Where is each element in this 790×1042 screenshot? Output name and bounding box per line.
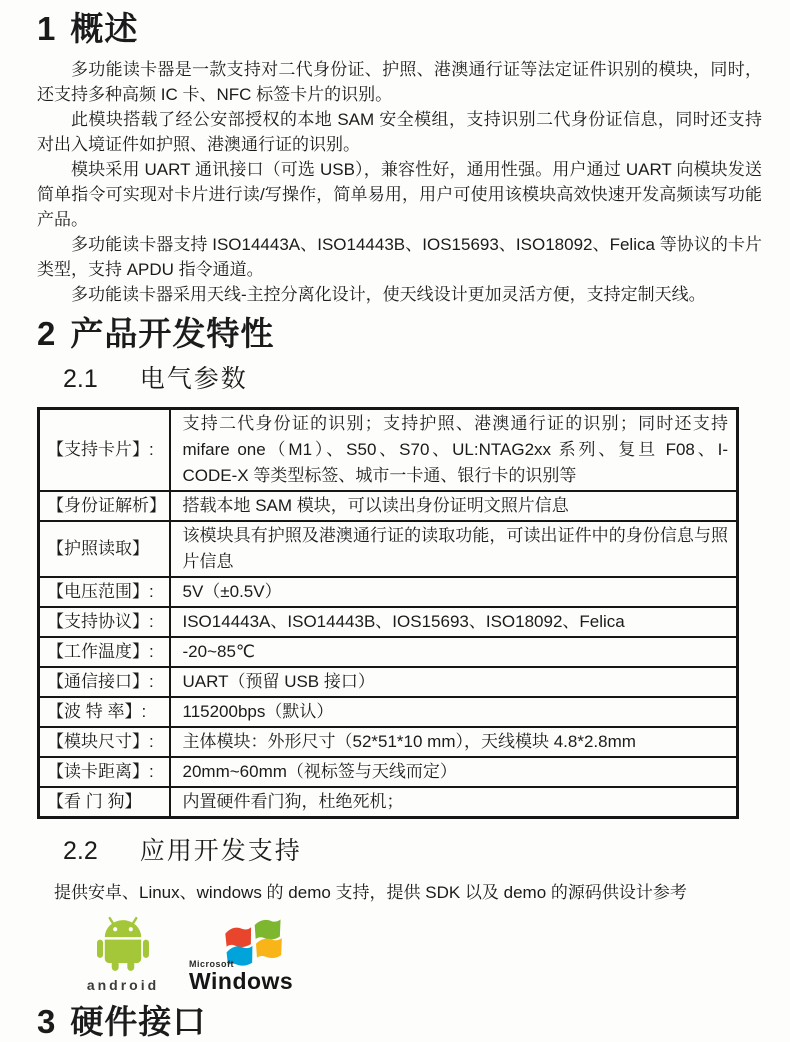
section-features-heading (37, 313, 762, 354)
table-row (39, 667, 738, 697)
intro-paragraph: 此模块搭载了经公安部授权的本地 SAM 安全模组，支持识别二代身份证信息，同时还支持对出入境证件如护照、港澳通行证的识别。 (37, 110, 762, 155)
param-value: 内置硬件看门狗，杜绝死机； (170, 787, 738, 818)
table-row (39, 757, 738, 787)
param-label: 【看 门 狗】 (39, 787, 170, 818)
subsection-electrical-heading (63, 363, 762, 396)
intro-paragraph: 多功能读卡器支持 ISO14443A、ISO14443B、IOS15693、ISO18092、Felica 等协议的卡片类型，支持 APDU 指令通道。 (37, 235, 762, 280)
table-row (39, 697, 738, 727)
intro-paragraph: 多功能读卡器是一款支持对二代身份证、护照、港澳通行证等法定证件识别的模块，同时，还支持多种高频 IC 卡、NFC 标签卡片的识别。 (37, 60, 762, 105)
appdev-support-text: 提供安卓、Linux、windows 的 demo 支持，提供 SDK 以及 demo 的源码供设计参考 (54, 882, 687, 902)
param-label: 【支持协议】: (39, 607, 170, 637)
param-label: 【支持卡片】: (39, 409, 170, 492)
param-value: 20mm~60mm（视标签与天线而定） (170, 757, 738, 787)
intro-paragraph: 模块采用 UART 通讯接口（可选 USB），兼容性好，通用性强。用户通过 UART 向模块发送简单指令可实现对卡片进行读/写操作，简单易用，用户可使用该模块高效快速开发高频读写功能产品。 (37, 160, 762, 230)
table-row (39, 491, 738, 521)
param-label: 【通信接口】: (39, 667, 170, 697)
param-label: 【工作温度】: (39, 637, 170, 667)
section-title: 概述 (70, 10, 139, 47)
param-value: 主体模块：外形尺寸（52*51*10 mm），天线模块 4.8*2.8mm (170, 727, 738, 757)
param-label: 【身份证解析】 (39, 491, 170, 521)
subsection-title: 应用开发支持 (139, 837, 302, 865)
intro-paragraph: 多功能读卡器采用天线-主控分离化设计，使天线设计更加灵活方便，支持定制天线。 (71, 285, 706, 305)
section-title: 硬件接口 (70, 1002, 207, 1040)
section-hardware-heading (37, 1001, 762, 1042)
param-value: UART（预留 USB 接口） (170, 667, 738, 697)
windows-label: Windows (189, 967, 294, 994)
param-label: 【模块尺寸】: (39, 727, 170, 757)
electrical-params-table (37, 407, 739, 819)
android-logo (83, 916, 163, 993)
subsection-appdev-heading (63, 835, 762, 868)
table-row (39, 637, 738, 667)
table-row (39, 607, 738, 637)
param-label: 【读卡距离】: (39, 757, 170, 787)
table-row (39, 727, 738, 757)
platform-logos (83, 915, 762, 993)
subsection-number: 2.1 (63, 364, 98, 393)
param-value: 115200bps（默认） (170, 697, 738, 727)
subsection-title: 电气参数 (139, 364, 248, 393)
microsoft-label: Microsoft (189, 958, 234, 969)
android-wordmark: android (86, 976, 160, 993)
section-number: 1 (37, 10, 57, 47)
windows-wordmark (189, 959, 293, 993)
param-value: 搭载本地 SAM 模块，可以读出身份证明文照片信息 (170, 491, 738, 521)
section-number: 3 (37, 1002, 57, 1040)
param-label: 【波 特 率】: (39, 697, 170, 727)
param-value: 5V（±0.5V） (170, 577, 738, 607)
table-row (39, 521, 738, 577)
section-overview-heading (37, 8, 762, 49)
subsection-number: 2.2 (63, 837, 98, 865)
param-label: 【护照读取】 (39, 521, 170, 577)
section-title: 产品开发特性 (70, 315, 275, 353)
table-row (39, 409, 738, 492)
section-number: 2 (37, 315, 57, 353)
table-row (39, 577, 738, 607)
param-value: 该模块具有护照及港澳通行证的读取功能，可读出证件中的身份信息与照片信息 (170, 521, 738, 577)
android-robot-icon (97, 916, 149, 972)
param-value: 支持二代身份证的识别；支持护照、港澳通行证的识别；同时还支持 mifare one（M1）、S50、S70、UL:NTAG2xx 系列、复旦 F08、I-CODE-X 等类型标签、城市一卡通、银行卡的识别等 (170, 409, 738, 492)
param-value: -20~85℃ (170, 637, 738, 667)
table-row (39, 787, 738, 818)
param-label: 【电压范围】: (39, 577, 170, 607)
windows-logo (189, 917, 294, 994)
param-value: ISO14443A、ISO14443B、IOS15693、ISO18092、Felica (170, 607, 738, 637)
